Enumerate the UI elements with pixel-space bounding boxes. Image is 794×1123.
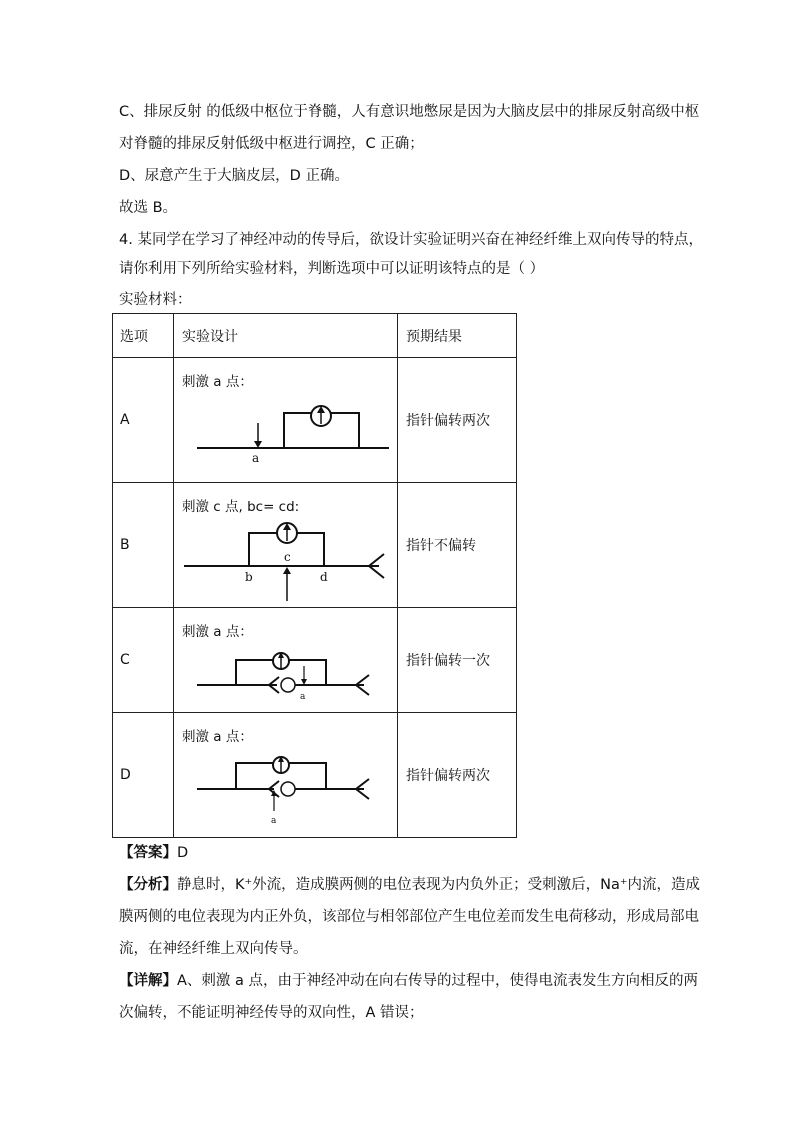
text-line: D、尿意产生于大脑皮层，D 正确。 (119, 168, 349, 184)
label-c: c (284, 550, 291, 564)
design-cell-b (174, 483, 398, 608)
design-text-c: 刺激 a 点： (182, 624, 253, 640)
label-a: a (252, 451, 260, 465)
table-row (113, 713, 517, 838)
header-option: 选项 (113, 314, 174, 358)
diagram-c (174, 608, 389, 712)
analysis-line: 膜两侧的电位表现为内正外负，该部位与相邻部位产生电位差而发生电荷移动，形成局部电 (119, 909, 699, 925)
diagram-a (174, 358, 389, 482)
table-row (113, 608, 517, 713)
materials-label: 实验材料： (119, 292, 192, 308)
analysis-text: 静息时，K⁺外流，造成膜两侧的电位表现为内负外正；受刺激后，Na⁺内流，造成 (177, 877, 701, 893)
result-a: 指针偏转两次 (398, 358, 517, 483)
diagram-d (174, 713, 389, 837)
analysis-line (119, 875, 700, 895)
text-line: 故选 B。 (119, 200, 178, 216)
result-c: 指针偏转一次 (398, 608, 517, 713)
detail-tag: 【详解】 (119, 973, 177, 989)
header-result: 预期结果 (398, 314, 517, 358)
option-c: C (113, 608, 174, 713)
option-d: D (113, 713, 174, 838)
diagram-b (174, 483, 389, 607)
label-a: a (300, 692, 306, 702)
label-b: b (245, 570, 253, 584)
result-b: 指针不偏转 (398, 483, 517, 608)
option-b: B (113, 483, 174, 608)
option-a: A (113, 358, 174, 483)
result-d: 指针偏转两次 (398, 713, 517, 838)
table-row (113, 358, 517, 483)
analysis-tag: 【分析】 (119, 877, 177, 893)
design-text-d: 刺激 a 点： (182, 729, 253, 745)
table-header-row (113, 314, 517, 358)
text-line: C、排尿反射 的低级中枢位于脊髓，人有意识地憋尿是因为大脑皮层中的排尿反射高级中枢 (119, 104, 700, 120)
header-design: 实验设计 (174, 314, 398, 358)
answer-tag: 【答案】 (119, 845, 177, 861)
table-row (113, 483, 517, 608)
detail-line: 次偏转，不能证明神经传导的双向性，A 错误； (119, 1005, 424, 1021)
question-line: 4. 某同学在学习了神经冲动的传导后，欲设计实验证明兴奋在神经纤维上双向传导的特点， (119, 232, 703, 248)
experiment-table (112, 313, 517, 838)
design-cell-d (174, 713, 398, 838)
answer-value: D (177, 845, 189, 861)
design-text-b: 刺激 c 点, bc= cd: (182, 499, 300, 515)
label-a: a (271, 816, 277, 826)
question-line: 请你利用下列所给实验材料，判断选项中可以证明该特点的是（ ） (119, 261, 545, 277)
text-line: 对脊髓的排尿反射低级中枢进行调控，C 正确； (119, 136, 424, 152)
design-text-a: 刺激 a 点： (182, 374, 253, 390)
design-cell-c (174, 608, 398, 713)
detail-line (119, 971, 698, 991)
detail-text: A、刺激 a 点，由于神经冲动在向右传导的过程中，使得电流表发生方向相反的两 (177, 973, 699, 989)
answer-line (119, 843, 188, 863)
label-d: d (320, 570, 328, 584)
analysis-line: 流，在神经纤维上双向传导。 (119, 941, 308, 957)
design-cell-a (174, 358, 398, 483)
